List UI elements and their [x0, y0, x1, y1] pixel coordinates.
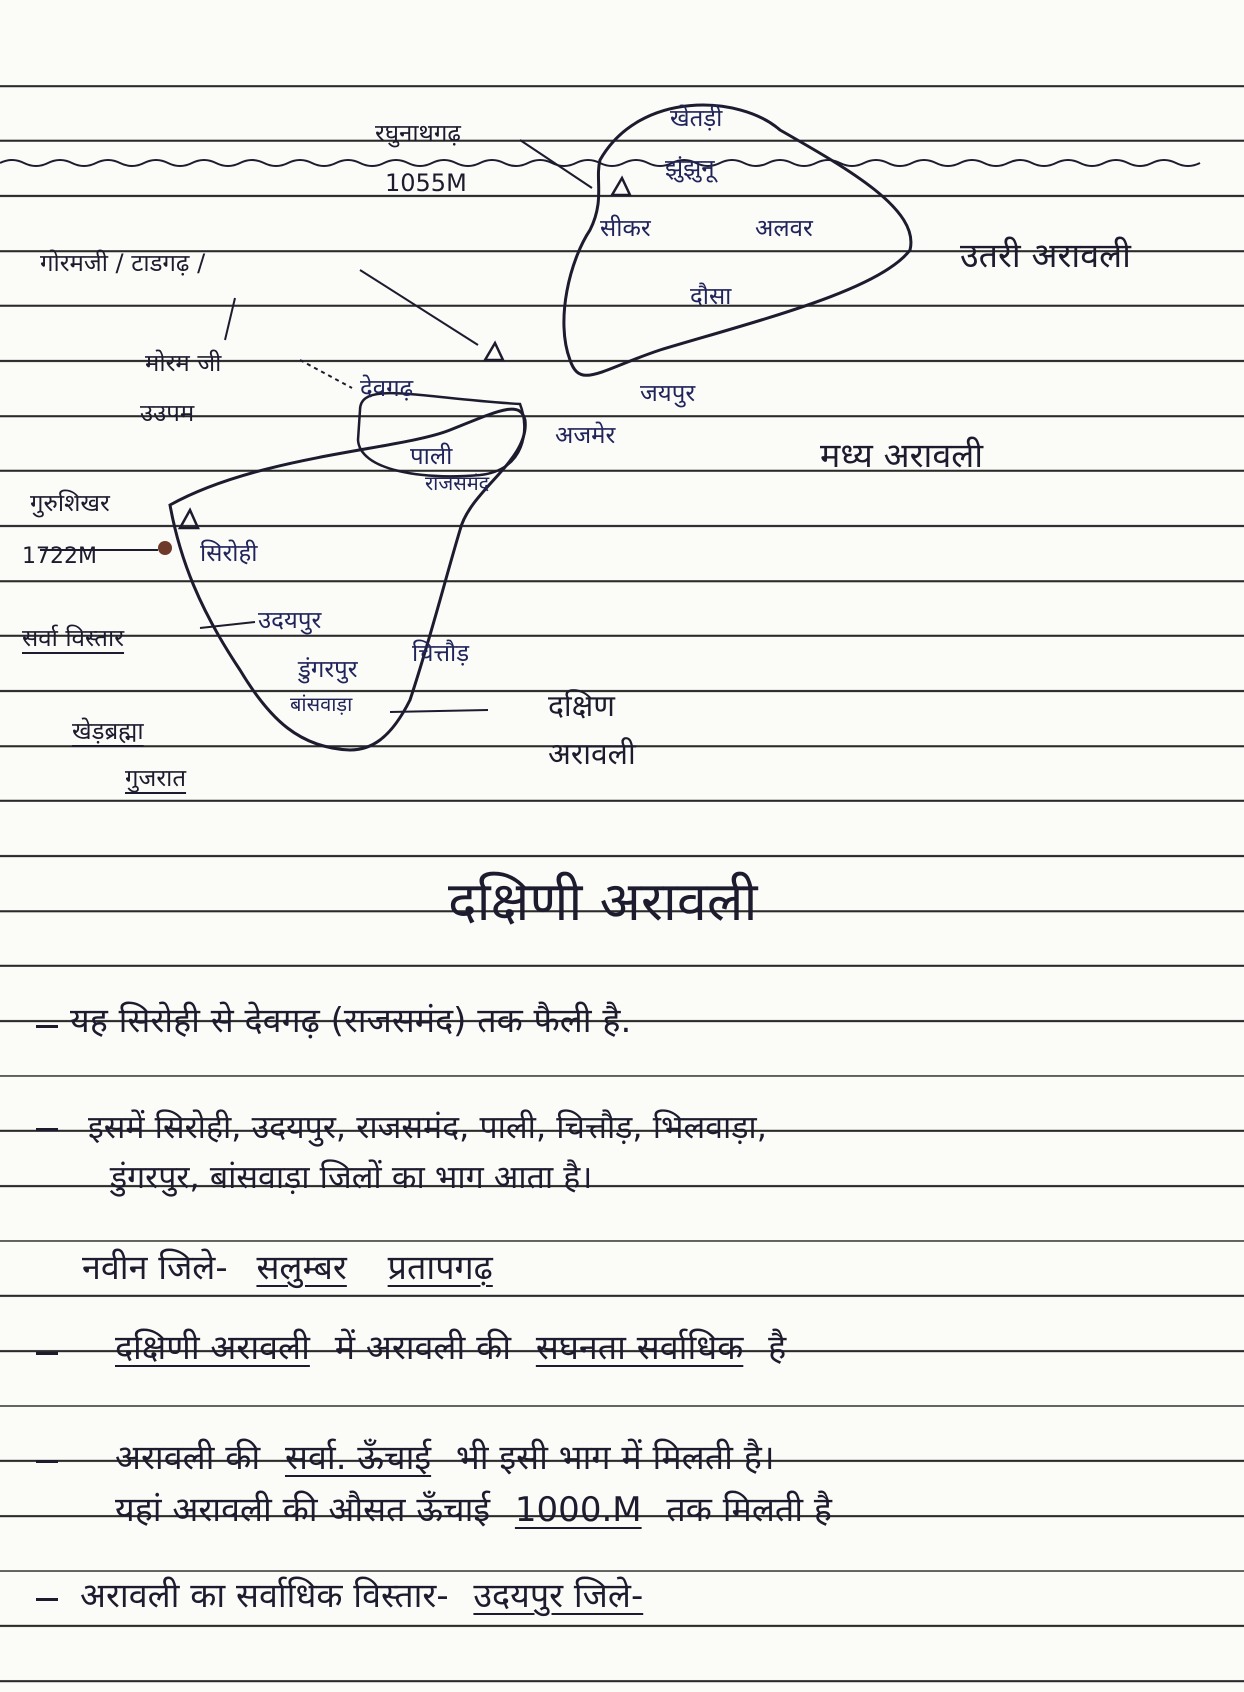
middle-aravalli-label: मध्य अरावली: [820, 436, 984, 476]
note-line-7-text: अरावली का सर्वाधिक विस्तार-: [80, 1576, 449, 1616]
ajmer-label: अजमेर: [555, 421, 616, 449]
south-aravalli-term: दक्षिणी अरावली: [115, 1328, 310, 1368]
new-district-salumbar: सलुम्बर: [256, 1248, 347, 1288]
new-districts-prefix: नवीन जिले-: [82, 1248, 228, 1288]
pali-label: पाली: [410, 442, 453, 470]
bullet-dash: [36, 1025, 58, 1028]
jaipur-label: जयपुर: [640, 379, 696, 407]
max-extent-district: उदयपुर जिले-: [473, 1576, 644, 1616]
bullet-dash: [36, 1128, 58, 1131]
bullet-dash: [36, 1460, 58, 1463]
chittor-label: चित्तौड़: [412, 639, 470, 667]
devgarh-label: देवगढ़: [360, 374, 414, 402]
average-height-value: 1000.M: [514, 1490, 642, 1530]
peak-triangle-gurushikhar: [180, 510, 198, 528]
khetri-label: खेतड़ी: [670, 104, 723, 132]
south-aravalli-label-2: अरावली: [548, 737, 636, 772]
note-line-5-end: भी इसी भाग में मिलती है।: [455, 1438, 775, 1478]
note-line-4-text: में अरावली की: [334, 1328, 512, 1368]
gurushikhar-dot: [158, 541, 172, 555]
peak-triangle-raghunathgarh: [612, 178, 630, 195]
note-line-4-end: है: [768, 1328, 787, 1368]
bullet-dash: [36, 1598, 58, 1601]
note-line-3: [82, 1250, 493, 1287]
udaipur-label: उदयपुर: [258, 606, 322, 634]
note-line-5: [115, 1440, 775, 1477]
density-term: सघनता सर्वाधिक: [535, 1328, 744, 1368]
note-line-6: [115, 1492, 832, 1529]
section-title: दक्षिणी अरावली: [448, 870, 758, 933]
dungarpur-label: डुंगरपुर: [298, 655, 358, 683]
jhunjhunu-label: झुंझुनू: [665, 154, 715, 182]
gujarat-label: गुजरात: [125, 764, 187, 792]
sarvadhik-vistar-label: सर्वा विस्तार: [22, 624, 125, 652]
gurushikhar-height: 1722M: [22, 544, 97, 569]
raghunathgarh-height: 1055M: [385, 169, 467, 197]
note-line-5-text: अरावली की: [115, 1438, 261, 1478]
dausa-label: दौसा: [690, 282, 732, 310]
north-aravalli-label: उतरी अरावली: [960, 236, 1131, 276]
gurushikhar-label: गुरुशिखर: [30, 489, 110, 517]
note-line-2a: इसमें सिरोही, उदयपुर, राजसमंद, पाली, चित्तौड़, भिलवाड़ा,: [88, 1108, 767, 1146]
bullet-dash: [36, 1352, 58, 1355]
upbhag-label: उउपम: [140, 399, 195, 427]
goraji-tadgarh-label: गोरमजी / टाडगढ़ /: [40, 249, 206, 277]
max-height-term: सर्वा. ऊँचाई: [285, 1438, 432, 1478]
alwar-label: अलवर: [755, 214, 813, 242]
note-line-2b: डुंगरपुर, बांसवाड़ा जिलों का भाग आता है।: [110, 1158, 593, 1196]
sirohi-label: सिरोही: [200, 539, 258, 567]
new-district-pratapgarh: प्रतापगढ़: [387, 1248, 493, 1288]
south-aravalli-label-1: दक्षिण: [548, 689, 615, 724]
note-line-6-end: तक मिलती है: [666, 1490, 832, 1530]
sikar-label: सीकर: [600, 214, 651, 242]
khedbrahma-label: खेड़ब्रह्मा: [72, 717, 144, 745]
note-line-1: यह सिरोही से देवगढ़ (राजसमंद) तक फैली है.: [70, 1001, 632, 1041]
rajsamand-label: राजसमंद: [425, 471, 490, 495]
raghunathgarh-label: रघुनाथगढ़: [375, 119, 461, 147]
note-line-7: [80, 1578, 643, 1615]
note-line-6-text: यहां अरावली की औसत ऊँचाई: [115, 1490, 491, 1530]
peak-triangle-tadgarh: [485, 343, 503, 360]
note-line-4: [115, 1330, 786, 1367]
banswara-label: बांसवाड़ा: [290, 692, 353, 716]
moraramji-label: मोरम जी: [145, 349, 222, 377]
